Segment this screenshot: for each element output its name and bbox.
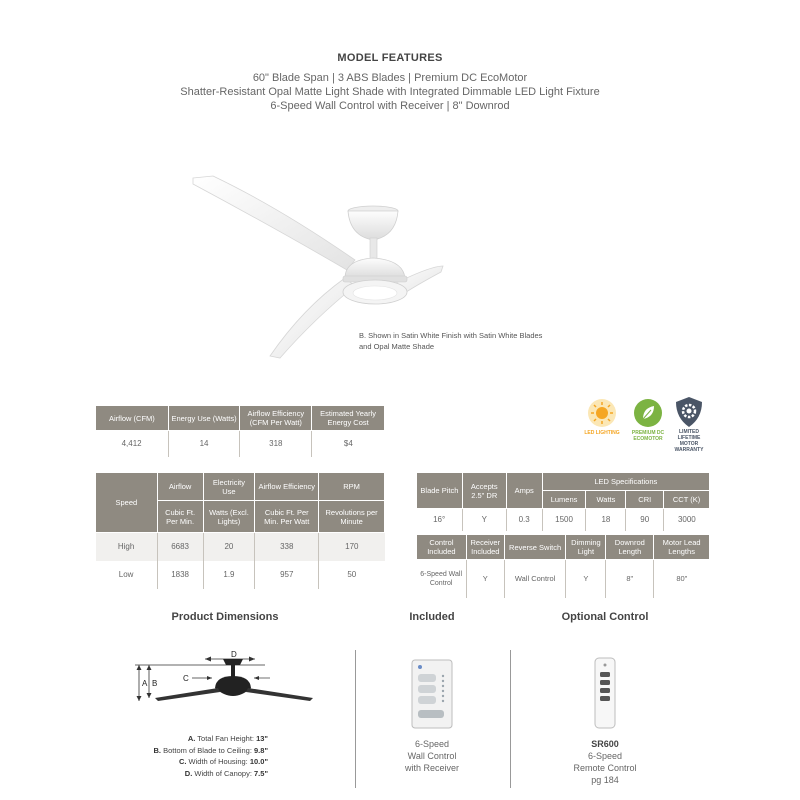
energy-value-airflow: 4,412	[96, 431, 169, 457]
amps-header: Amps	[506, 473, 542, 509]
accepts-dr-cell: Y	[462, 509, 506, 531]
section-divider	[355, 650, 356, 788]
included-title: Included	[409, 611, 455, 623]
accepts-dr-header: Accepts 2.5" DR	[462, 473, 506, 509]
energy-value-energy-use: 14	[168, 431, 240, 457]
optional-caption-line-1: 6-Speed	[587, 751, 623, 761]
dim-label-a: A	[142, 679, 148, 688]
control-table	[416, 534, 710, 598]
product-dimensions-title: Product Dimensions	[171, 611, 279, 623]
features-title: MODEL FEATURES	[337, 52, 443, 64]
sun-icon	[587, 398, 617, 428]
electricity-subheader: Watts (Excl. Lights)	[203, 501, 255, 533]
energy-header-airflow: Airflow (CFM)	[96, 406, 169, 431]
energy-header-cost: Estimated Yearly Energy Cost	[312, 406, 385, 431]
downrod-length-header: Downrod Length	[606, 535, 654, 560]
warranty-badge	[670, 396, 708, 453]
led-spec-table	[416, 472, 710, 531]
receiver-included-cell: Y	[466, 560, 504, 598]
rpm-cell: 170	[319, 533, 385, 561]
included-caption-line-1: 6-Speed	[414, 739, 450, 749]
features-line-1: 60" Blade Span | 3 ABS Blades | Premium DC EcoMotor	[252, 72, 528, 84]
table-row	[417, 509, 710, 531]
cri-cell: 90	[626, 509, 664, 531]
energy-value-efficiency: 318	[240, 431, 312, 457]
motor-lead-header: Motor Lead Lengths	[654, 535, 710, 560]
cct-header: CCT (K)	[664, 491, 710, 509]
remote-model: SR600	[591, 739, 619, 749]
wall-control-image	[410, 658, 454, 730]
dimensions-diagram	[130, 648, 320, 708]
dimension-list	[28, 733, 268, 779]
shield-gear-icon	[674, 396, 704, 428]
section-divider	[510, 650, 511, 788]
optional-control-title: Optional Control	[561, 611, 649, 623]
watts-cell: 18	[586, 509, 626, 531]
efficiency-cell: 957	[255, 561, 319, 589]
cct-cell: 3000	[677, 515, 696, 525]
energy-table	[95, 405, 385, 457]
included-caption	[372, 738, 492, 774]
amps-cell: 0.3	[506, 509, 542, 531]
speed-cell: Low	[96, 561, 158, 589]
optional-caption	[545, 738, 665, 786]
motor-lead-cell: 80"	[676, 574, 688, 584]
speed-cell: High	[96, 533, 158, 561]
energy-header-efficiency: Airflow Efficiency (CFM Per Watt)	[240, 406, 312, 431]
watts-cell: 1.9	[203, 561, 255, 589]
speed-table	[95, 472, 385, 589]
included-caption-line-2: Wall Control	[407, 751, 457, 761]
efficiency-cell: 338	[255, 533, 319, 561]
dim-label-b: B	[152, 679, 158, 688]
warranty-label: LIMITED LIFETIME MOTOR WARRANTY	[674, 429, 704, 453]
control-included-header: Control Included	[417, 535, 467, 560]
dimension-b: B. Bottom of Blade to Ceiling: 9.8"	[153, 745, 268, 755]
fan-caption-line-2: and Opal Matte Shade	[359, 342, 435, 351]
dimension-a: A. Total Fan Height: 13"	[187, 734, 268, 743]
control-included-cell: 6-Speed Wall Control	[417, 560, 467, 598]
fan-caption-line-1: B. Shown in Satin White Finish with Satin White Blades	[359, 331, 543, 340]
features-line-3: 6-Speed Wall Control with Receiver | 8" Downrod	[270, 100, 510, 112]
energy-value-cost: $4	[343, 439, 353, 449]
table-row	[417, 560, 710, 598]
electricity-header: Electricity Use	[203, 473, 255, 501]
lumens-header: Lumens	[542, 491, 586, 509]
remote-control-image	[592, 656, 618, 730]
blade-pitch-cell: 16°	[417, 509, 463, 531]
ecomotor-badge	[626, 398, 670, 442]
ecomotor-label: PREMIUM DC ECOMOTOR	[631, 430, 665, 442]
optional-caption-line-2: Remote Control	[573, 763, 637, 773]
airflow-cell: 6683	[157, 533, 203, 561]
rpm-header: RPM	[319, 473, 385, 501]
speed-header: Speed	[96, 473, 158, 533]
airflow-subheader: Cubic Ft. Per Min.	[157, 501, 203, 533]
rpm-subheader: Revolutions per Minute	[319, 501, 385, 533]
reverse-switch-cell: Wall Control	[504, 560, 566, 598]
airflow-header: Airflow	[157, 473, 203, 501]
table-row	[96, 533, 385, 561]
lumens-cell: 1500	[542, 509, 586, 531]
watts-cell: 20	[203, 533, 255, 561]
table-row	[96, 561, 385, 589]
dim-label-d: D	[231, 650, 237, 659]
cri-header: CRI	[626, 491, 664, 509]
energy-header-energy-use: Energy Use (Watts)	[168, 406, 240, 431]
efficiency-header: Airflow Efficiency	[255, 473, 319, 501]
watts-header: Watts	[586, 491, 626, 509]
included-caption-line-3: with Receiver	[404, 763, 460, 773]
efficiency-subheader: Cubic Ft. Per Min. Per Watt	[255, 501, 319, 533]
fan-caption	[359, 330, 599, 352]
dimension-c: C. Width of Housing: 10.0"	[178, 757, 268, 766]
downrod-length-cell: 8"	[606, 560, 654, 598]
airflow-cell: 1838	[157, 561, 203, 589]
optional-caption-line-3: pg 184	[591, 775, 619, 785]
led-lighting-badge	[580, 398, 624, 436]
dimming-light-cell: Y	[566, 560, 606, 598]
dimming-light-header: Dimming Light	[566, 535, 606, 560]
receiver-included-header: Receiver Included	[466, 535, 504, 560]
dim-label-c: C	[183, 674, 189, 683]
leaf-icon	[633, 398, 663, 428]
led-lighting-label: LED LIGHTING	[584, 430, 620, 436]
features-line-2: Shatter-Resistant Opal Matte Light Shade with Integrated Dimmable LED Light Fixture	[180, 86, 600, 98]
reverse-switch-header: Reverse Switch	[504, 535, 566, 560]
dimension-d: D. Width of Canopy: 7.5"	[184, 768, 268, 778]
led-spec-header: LED Specifications	[542, 473, 709, 491]
rpm-cell: 50	[347, 570, 357, 579]
blade-pitch-header: Blade Pitch	[417, 473, 463, 509]
